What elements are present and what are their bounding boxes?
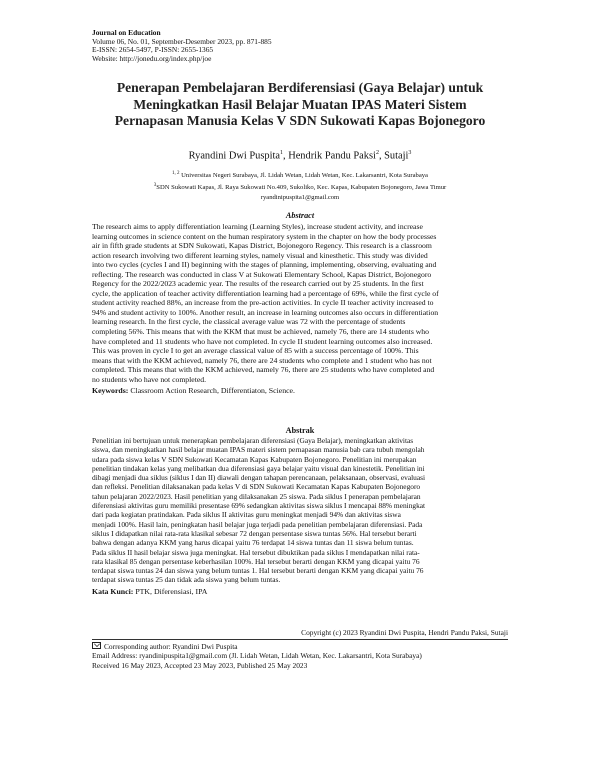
abstract-line: means that with the KKM achieved, namely 76, there are 24 students who complete and 1 student who has not [92, 355, 432, 365]
abstract-line: action research involving two different learning styles, namely visual and kinesthetic. This study was divided [92, 250, 428, 260]
abstract-line: completed. This means that with the KKM achieved, namely 76, there are 25 students who have completed and [92, 365, 435, 375]
kata-kunci-value: PTK, Diferensiasi, IPA [135, 587, 208, 596]
abstract-line: student activity reached 88%, an increase from the pre-action activities. In cycle II teacher activity increased to [92, 298, 434, 308]
author-list: Ryandini Dwi Puspita$^1$, Hendrik Pandu Paksi$^2$, Sutaji$^3$ [188, 150, 412, 162]
abstract-line: air in fifth grade students at SDN Sukowati, Kapas District, Bojonegoro Regency. This research is a classroom [92, 241, 432, 251]
abstract-line: This was proven in cycle I to get an average classical value of 85 with a success percentage of 100%. This [92, 346, 419, 356]
title-line: Penerapan Pembelajaran Berdiferensiasi (Gaya Belajar) untuk [116, 80, 484, 95]
abstract-line: dibagi menjadi dua siklus (siklus I dan II) diawali dengan tahapan perencanaan, pelaksanaan, observasi, evaluasi [92, 473, 426, 483]
abstract-line: bahwa dengan adanya KKM yang harus dicapai yaitu 76 terdapat 14 siswa tuntas dan 11 siswa belum tuntas. [92, 538, 414, 548]
abstract-line: penelitian tindakan kelas yang melibatkan dua diferensiasi gaya belajar yaitu visual dan kinestetik. Penelitian ini [92, 463, 425, 473]
author-sup: 2 [375, 150, 379, 156]
affiliation-line: Universitas Negeri Surabaya, Jl. Lidah Wetan, Lidah Wetan, Kec. Lakarsantri, Kota Surabaya [181, 172, 428, 180]
kata-kunci [92, 587, 508, 596]
abstract-line: tahun pelajaran 2022/2023. Hasil penelitian yang dilaksanakan 25 siswa. Pada siklus I penerapan pembelajaran [92, 491, 421, 501]
abstract-line: learning research. In the first cycle, the classical average value was 72 with the percentage of students [92, 317, 406, 327]
abstract-line: learning outcomes in science content on the human respiratory system in the chapter on how the body processes [92, 231, 437, 241]
abstract-body [92, 222, 508, 384]
abstract-line: completing 56%. This means that with the KKM that must be achieved, namely 76, there are 14 students who [92, 327, 429, 337]
journal-name: Journal on Education [92, 28, 161, 37]
author-name: Ryandini Dwi Puspita [188, 150, 280, 162]
abstract-line: no students who have not completed. [92, 374, 207, 384]
keywords-label: Keywords: [92, 386, 129, 395]
affiliation-email[interactable]: ryandinipuspita1@gmail.com [260, 193, 340, 201]
abstract-line: diferensiasi aktivitas guru memiliki presentase 69% sedangkan aktivitas siswa siklus I mencapai 88% meningkat [92, 501, 426, 511]
abstract-line: terdapat siswa tuntas 24 dan siswa yang belum tuntas 1. Hal tersebut berarti dengan KKM yang dicapai yaitu 76 [92, 566, 424, 576]
copyright-line: Copyright (c) 2023 Ryandini Dwi Puspita, Hendri Pandu Paksi, Sutaji [301, 628, 508, 637]
affiliation-line: SDN Sukowati Kapas, Jl. Raya Sukowati No.409, Sukoliko, Kec. Kapas, Kabupaten Bojonegoro, Jawa Timur [156, 183, 447, 191]
abstract-line: siklus I didapatkan nilai rata-rata klasikal sebesar 72 dengan persentase siswa tuntas 56%. Hal tersebut berarti [92, 528, 417, 538]
abstract-line: dan refleksi. Penelitian dilaksanakan pada kelas V di SDN Sukowati Kecamatan Kapas Kabupaten Bojonegoro [92, 482, 421, 492]
abstract-line: 94% and student activity to 100%. Another result, an increase in learning outcomes also occurs in differentiation [92, 307, 439, 317]
abstract-heading: Abstract [285, 211, 315, 220]
abstract-line: Penelitian ini bertujuan untuk menerapkan pembelajaran diferensiasi (Gaya Belajar), meningkatkan aktivitas [92, 436, 414, 445]
corresponding-author: Corresponding author: Ryandini Dwi Puspita [104, 642, 238, 651]
abstract-line: The research aims to apply differentiation learning (Learning Styles), increase student activity, and increase [92, 222, 423, 231]
abstract-line: menjadi 100%. Hasil lain, peningkatan hasil belajar juga terjadi pada penelitian pembelajaran diferensiasi. Pada [92, 519, 423, 529]
author-name: Hendrik Pandu Paksi [288, 150, 376, 162]
abstract-line: terdapat siswa tuntas 25 dan tidak ada siswa yang belum tuntas. [92, 575, 281, 585]
affiliations [92, 169, 508, 202]
title-line: Pernapasan Manusia Kelas V SDN Sukowati Kapas Bojonegoro [114, 113, 486, 128]
email-address: Email Address: ryandinipuspita1@gmail.com (Jl. Lidah Wetan, Lidah Wetan, Kec. Lakarsantri, Kota Surabaya) [92, 651, 422, 661]
journal-volume: Volume 06, No. 01, September-Desember 2023, pp. 871-885 [92, 36, 272, 46]
author-sup: 3 [408, 150, 412, 156]
title-line: Meningkatkan Hasil Belajar Muatan IPAS Materi Sistem [133, 96, 467, 112]
journal-website[interactable]: Website: http://jonedu.org/index.php/joe [92, 53, 212, 63]
journal-header [92, 29, 412, 63]
kata-kunci-label: Kata Kunci: [92, 587, 134, 596]
abstract-line: reflecting. The research was conducted in class V at Sukowati Elementary School, Kapas District, Bojonegoro [92, 269, 432, 279]
author-name: Sutaji [384, 150, 409, 162]
envelope-icon [92, 642, 101, 649]
abstrak-body [92, 436, 508, 585]
abstract-line: dari pada kegiatan pratindakan. Pada siklus II aktivitas guru meningkat menjadi 94% dan aktivitas siswa [92, 510, 401, 520]
footer-divider [92, 639, 508, 640]
abstract-line: have completed and 11 students who have not completed. In cycle II student learning outcomes also increased. [92, 336, 433, 346]
journal-issn: E-ISSN: 2654-5497, P-ISSN: 2655-1365 [92, 45, 214, 55]
keywords-value: Classroom Action Research, Differentiaton, Science. [130, 386, 295, 395]
abstract-line: udara pada siswa kelas V SDN Sukowati Kecamatan Kapas Kabupaten Bojonegoro. Penelitian ini merupakan [92, 454, 417, 464]
abstract-line: siswa, dan meningkatkan hasil belajar muatan IPAS materi sistem pernapasan manusia bab cara tubuh mengolah [92, 445, 425, 455]
keywords [92, 386, 508, 395]
author-sup: 1 [279, 150, 283, 156]
affil-sup: 3 [153, 182, 157, 188]
abstract-line: Pada siklus II hasil belajar siswa juga meningkat. Hal tersebut dibuktikan pada siklus I mendapatkan nilai rata- [92, 547, 420, 557]
article-title [100, 80, 500, 130]
abstrak-heading: Abstrak [285, 426, 315, 435]
footer-info [92, 642, 508, 670]
article-dates: Received 16 May 2023, Accepted 23 May 2023, Published 25 May 2023 [92, 660, 308, 670]
abstract-line: into two cycles (cycles I and II) beginning with the stages of planning, implementing, observing, evaluating and [92, 260, 437, 270]
abstract-line: rata klasikal 85 dengan persentase keberhasilan 100%. Hal tersebut berarti dengan KKM yang dicapai yaitu 76 [92, 556, 420, 566]
abstract-line: Regency for the 2022/2023 academic year. The results of the research carried out by 25 students. In the first [92, 279, 424, 289]
affil-sup: 1, 2 [172, 171, 180, 176]
abstract-line: cycle, the application of teacher activity differentiation learning had a percentage of 69%, while the first cycle of [92, 288, 439, 298]
